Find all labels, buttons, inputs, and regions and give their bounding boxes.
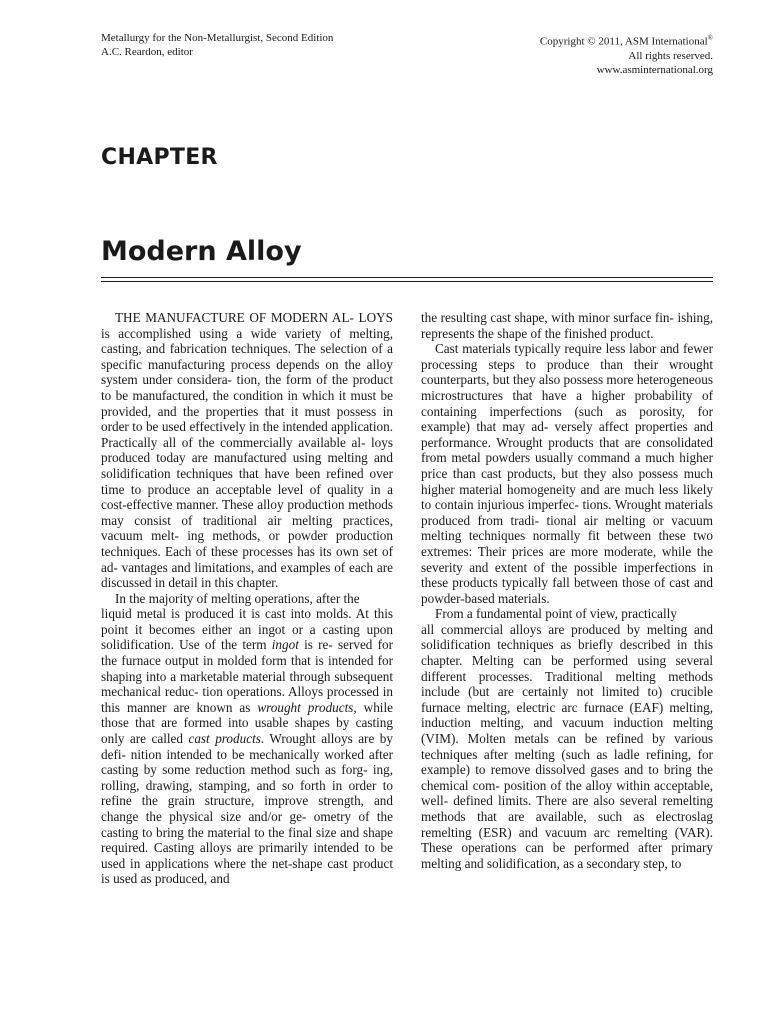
paragraph-fundamental-body: all commercial alloys are produced by melting and solidification techniques as briefly described in this chapter. Melting can be performed using several different processes. Traditional melting methods include (but are certainly not limited to) crucible furnace melting, electric arc furnace (EAF) melting, induction melting, and vacuum induction melting (VIM). Molten metals can be refined by various techniques after melting (such as ladle refining, for example) to remove dissolved gases and to bring the chemical com- position of the alloy within acceptable, well- defined limits. There are also several remelting methods that are available, such as electroslag remelting (ESR) and vacuum arc remelting (VAR). These operations can be performed after primary melting and solidification, as a secondary step, to [421,621,713,871]
registered-mark: ® [707,34,713,42]
term-ingot: ingot [271,637,299,653]
term-wrought-products: wrought products [257,699,354,715]
body-column-right [421,310,713,972]
page-header-left [101,31,333,59]
copyright-text: Copyright © 2011, ASM International [539,35,708,48]
paragraph-intro: THE MANUFACTURE OF MODERN AL- LOYS is accomplished using a wide variety of melting, casting, and fabrication techniques. The selection of a specific manufacturing process depends on the alloy system under considera- tion, the form of the product to be manufactured, the condition in which it must be provided, and the properties that it must possess in order to be used effectively in the intended application. Practically all of the commercially available al- loys produced today are manufactured using melting and solidification techniques that have been refined over time to produce an acceptable level of quality in a cost-effective manner. These alloy production methods may consist of traditional air melting practices, vacuum melt- ing methods, or powder production techniques. Each of these processes has its own set of ad- vantages and limitations, and examples of each are discussed in detail in this chapter. [101,310,393,591]
title-rule-bottom [101,281,713,282]
page-header-right [540,31,713,77]
website-link[interactable]: www.asminternational.org [596,63,713,76]
title-rule-top [101,277,713,278]
term-cast-products: cast products [188,731,261,747]
paragraph-melting-body: liquid metal is produced it is cast into molds. At this point it becomes either an ingot or a casting upon solidification. Use of the term ingot is re- served for the furnace output in molded form that is intended for shaping into a marketable material through subsequent mechanical reduc- tion operations. Alloys processed in this manner are known as wrought products, while those that are formed into usable shapes by casting only are called cast products. Wrought alloys are by defi- nition intended to be mechanically worked after casting by some reduction method such as forg- ing, rolling, drawing, stamping, and so forth in order to refine the grain structure, improve strength, and change the physical size and/or ge- ometry of the casting to bring the material to the final size and shape required. Casting alloys are primarily intended to be used in applications where the net-shape cast product is used as produced, and [101,606,393,887]
chapter-title: Modern Alloy [101,236,302,267]
copyright-line [540,31,713,49]
chapter-label: CHAPTER [101,145,218,170]
body-column-left [101,310,393,972]
book-title: Metallurgy for the Non-Metallurgist, Second Edition [101,32,334,44]
paragraph-continued: the resulting cast shape, with minor surface fin- ishing, represents the shape of the finished product. [421,310,713,341]
paragraph-fundamental-start: From a fundamental point of view, practically [435,606,677,622]
paragraph-melting-start: In the majority of melting operations, after the [115,590,360,606]
paragraph-cast-materials: Cast materials typically require less labor and fewer processing steps to produce than their wrought counterparts, but they also possess more heterogeneous microstructures that have a higher probability of containing imperfections (such as porosity, for example) that may ad- versely affect properties and performance. Wrought products that are consolidated from metal powders usually command a much higher price than cast products, but they also possess much higher material homogeneity and are much less likely to contain injurious imperfec- tions. Wrought materials produced from tradi- tional air melting or vacuum melting techniques normally fit between these two extremes: Their prices are more moderate, while the severity and extent of the possible imperfections in these products typically fall between those of cast and powder-based materials. [421,341,713,606]
rights-line: All rights reserved. [628,49,713,62]
book-editor: A.C. Reardon, editor [101,46,193,58]
